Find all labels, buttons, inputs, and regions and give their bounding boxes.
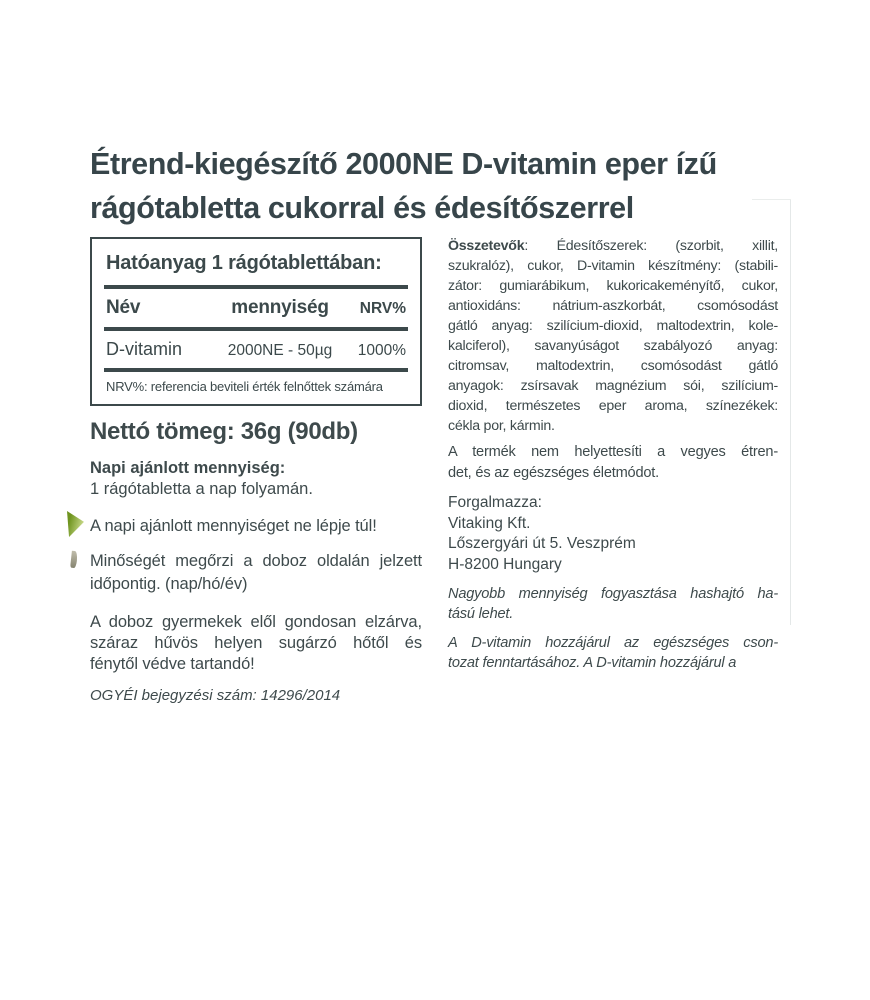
leaf-decoration-icon	[67, 511, 84, 537]
daily-dose-text: 1 rágótabletta a nap folyamán.	[90, 480, 313, 498]
health-claim-line: tozat fenntartásához. A D-vitamin hozzájárul a	[448, 654, 737, 671]
page-title	[90, 142, 790, 230]
best-before-line: Minőségét megőrzi a doboz oldalán jelzett	[90, 552, 422, 570]
dose-warning: A napi ajánlott mennyiséget ne lépje túl!	[90, 517, 377, 535]
laxative-note-line: tású lehet.	[448, 605, 514, 622]
registration-number: OGYÉI bejegyzési szám: 14296/2014	[90, 687, 341, 704]
laxative-note-paragraph	[448, 585, 778, 624]
facts-column-headers	[104, 289, 408, 327]
diet-disclaimer-line: A termék nem helyettesíti a vegyes étren-	[448, 444, 778, 460]
diet-disclaimer-line: det, és az egészséges életmódot.	[448, 465, 660, 481]
facts-footnote: NRV%: referencia beviteli érték felnőttek számára	[106, 379, 383, 394]
cell-vitamin-name: D-vitamin	[106, 339, 183, 359]
supplement-facts-table	[90, 237, 422, 406]
health-claim-paragraph	[448, 634, 778, 673]
page-title-line-1: Étrend-kiegészítő 2000NE D-vitamin eper ízű	[90, 147, 717, 181]
label-edge-line-horizontal	[752, 199, 791, 200]
column-header-amount: mennyiség	[231, 297, 329, 318]
distributor-name: Vitaking Kft.	[448, 514, 531, 532]
ingredients-line: antioxidáns: nátrium-aszkorbát, csomósodást	[448, 298, 778, 314]
ingredients-line: gátló anyag: szilícium-dioxid, maltodextrin, kole-	[448, 318, 778, 334]
ingredients-paragraph	[448, 236, 778, 436]
storage-paragraph	[90, 612, 422, 675]
net-weight: Nettó tömeg: 36g (90db)	[90, 418, 358, 445]
table-row	[104, 331, 408, 368]
left-column	[90, 237, 422, 705]
distributor-label: Forgalmazza:	[448, 494, 542, 511]
ingredients-label: Összetevők	[448, 238, 525, 254]
ingredients-line: kalciferol), savanyúságot szabályozó anyag:	[448, 338, 778, 354]
distributor-street: Lőszergyári út 5. Veszprém	[448, 535, 636, 552]
distributor-country: H-8200 Hungary	[448, 555, 562, 573]
ingredients-line: dioxid, természetes eper aroma, színezékek:	[448, 398, 778, 414]
label-edge-line-vertical	[790, 200, 791, 625]
stem-decoration-icon	[70, 551, 78, 569]
health-claim-line: A D-vitamin hozzájárul az egészséges cson-	[448, 635, 778, 651]
ingredients-line	[448, 236, 778, 256]
ingredients-line: zátor: gumiarábikum, kukoricakeményítő, cukor,	[448, 278, 778, 294]
best-before-line: időpontig. (nap/hó/év)	[90, 575, 248, 593]
ingredients-line: citromsav, maltodextrin, csomósodást gátló	[448, 358, 778, 374]
diet-disclaimer-paragraph	[448, 442, 778, 484]
facts-header: Hatóanyag 1 rágótablettában:	[106, 252, 382, 274]
ingredients-line: szukralóz), cukor, D-vitamin készítmény: (stabili-	[448, 258, 778, 274]
column-header-nrv: NRV%	[359, 300, 406, 317]
storage-line: A doboz gyermekek elől gondosan elzárva,	[90, 613, 422, 631]
ingredients-line: anyagok: zsírsavak magnézium sói, szilícium-	[448, 378, 778, 394]
distributor-block	[448, 493, 778, 575]
column-header-name: Név	[106, 297, 141, 318]
cell-vitamin-nrv: 1000%	[357, 342, 406, 359]
page-title-line-2: rágótabletta cukorral és édesítőszerrel	[90, 191, 634, 225]
cell-vitamin-amount: 2000NE - 50µg	[227, 342, 333, 359]
storage-line: fénytől védve tartandó!	[90, 655, 255, 673]
right-column	[448, 236, 778, 673]
ingredients-line: cékla por, kármin.	[448, 418, 555, 434]
best-before-paragraph	[90, 550, 422, 596]
daily-dose-heading: Napi ajánlott mennyiség:	[90, 459, 286, 477]
storage-line: száraz hűvös helyen sugárzó hőtől és	[90, 634, 422, 652]
laxative-note-line: Nagyobb mennyiség fogyasztása hashajtó ha-	[448, 586, 778, 602]
ingredients-line-rest: : Édesítőszerek: (szorbit, xillit,	[524, 238, 778, 254]
